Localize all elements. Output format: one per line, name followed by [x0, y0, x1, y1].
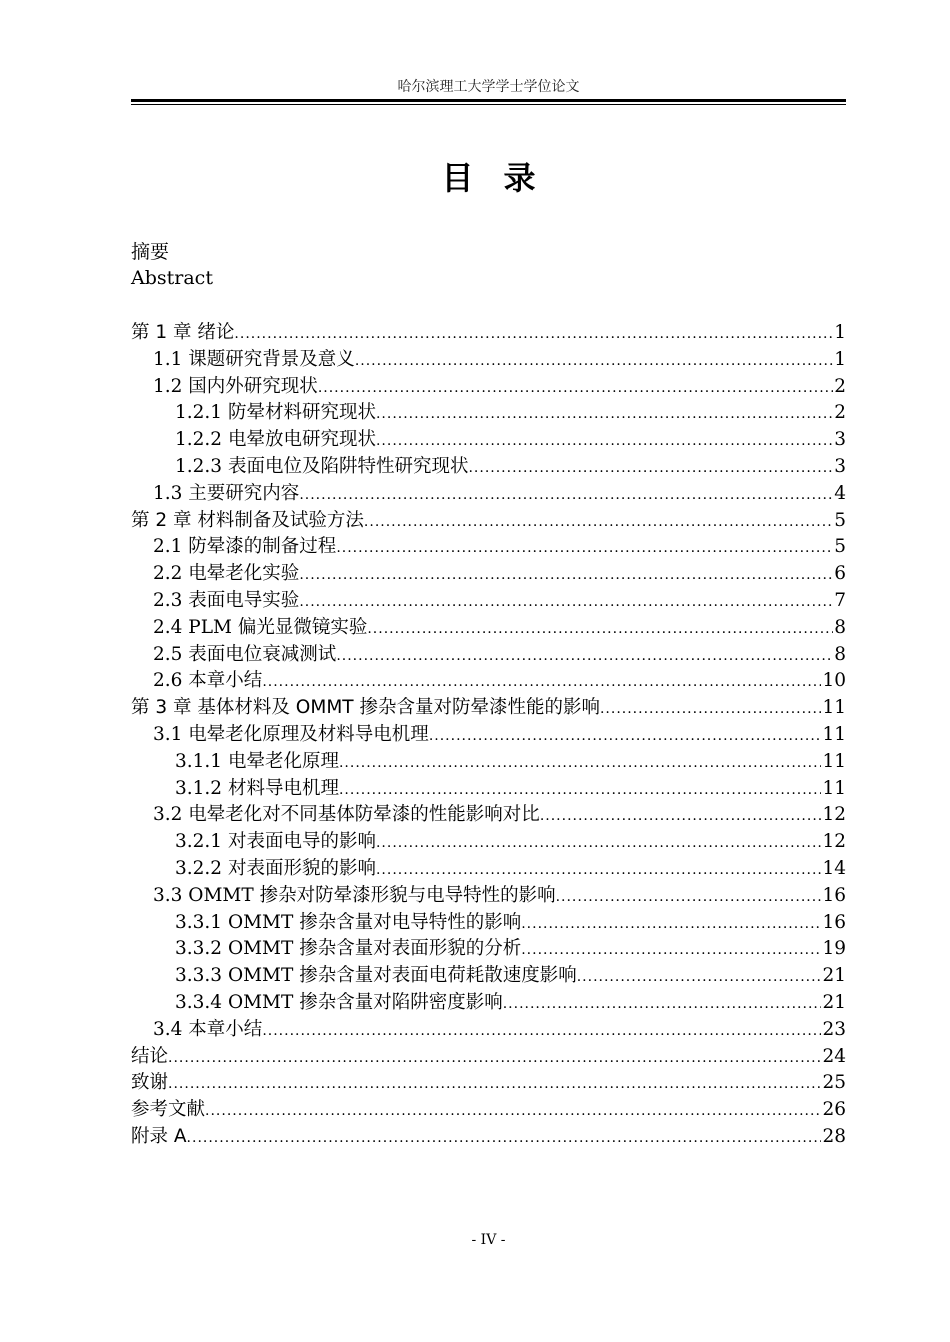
- toc-entry[interactable]: [131, 774, 846, 801]
- toc-entry-page: 8: [834, 643, 846, 665]
- toc-dot-leader: [600, 701, 821, 717]
- toc-dot-leader: [376, 862, 821, 878]
- toc-entry[interactable]: [131, 559, 846, 586]
- toc-dot-leader: [521, 942, 821, 958]
- page-number: - IV -: [471, 1232, 506, 1248]
- toc-entry-page: 11: [822, 723, 846, 745]
- toc-entry-label: 3.2 电晕老化对不同基体防晕漆的性能影响对比: [153, 804, 540, 826]
- toc-entry-label: 2.2 电晕老化实验: [153, 563, 300, 585]
- toc-entry[interactable]: [131, 720, 846, 747]
- toc-entry-label: 2.5 表面电位衰减测试: [153, 643, 337, 665]
- front-matter-abstract-cn: 摘要: [131, 241, 170, 263]
- toc-entry[interactable]: [131, 1015, 846, 1042]
- toc-entry-label: 3.4 本章小结: [153, 1018, 263, 1040]
- toc-dot-leader: [556, 889, 822, 905]
- toc-entry-page: 12: [822, 804, 846, 826]
- toc-entry-page: 25: [822, 1072, 846, 1094]
- toc-entry-page: 3: [834, 455, 846, 477]
- toc-entry-page: 16: [822, 884, 846, 906]
- toc-dot-leader: [318, 380, 833, 396]
- toc-entry-label: 第 1 章 绪论: [131, 322, 235, 343]
- table-of-contents: [131, 318, 846, 1149]
- toc-entry[interactable]: [131, 613, 846, 640]
- toc-entry[interactable]: [131, 398, 846, 425]
- toc-dot-leader: [367, 621, 833, 637]
- toc-entry-page: 12: [822, 831, 846, 853]
- toc-entry-page: 1: [834, 322, 846, 343]
- toc-entry-label: 1.2.1 防晕材料研究现状: [175, 402, 376, 424]
- toc-entry[interactable]: [131, 934, 846, 961]
- toc-entry[interactable]: [131, 479, 846, 506]
- toc-entry-label: 致谢: [131, 1072, 169, 1094]
- toc-entry[interactable]: [131, 800, 846, 827]
- toc-dot-leader: [299, 567, 833, 583]
- toc-entry[interactable]: [131, 854, 846, 881]
- toc-dot-leader: [336, 648, 833, 664]
- toc-entry-label: 3.1.1 电晕老化原理: [175, 750, 339, 772]
- toc-entry[interactable]: [131, 532, 846, 559]
- toc-entry[interactable]: [131, 1068, 846, 1095]
- toc-entry[interactable]: [131, 640, 846, 667]
- toc-dot-leader: [429, 728, 822, 744]
- toc-entry-label: 3.3.3 OMMT 掺杂含量对表面电荷耗散速度影响: [175, 965, 577, 987]
- toc-entry[interactable]: [131, 586, 846, 613]
- toc-entry-page: 21: [822, 965, 846, 987]
- toc-entry-page: 3: [834, 429, 846, 451]
- toc-entry[interactable]: [131, 881, 846, 908]
- toc-entry-page: 14: [822, 857, 846, 879]
- toc-entry-page: 11: [822, 750, 846, 772]
- toc-dot-leader: [187, 1130, 822, 1146]
- toc-dot-leader: [376, 835, 821, 851]
- toc-entry[interactable]: [131, 425, 846, 452]
- toc-entry-label: 1.2.3 表面电位及陷阱特性研究现状: [175, 455, 469, 477]
- toc-entry-page: 6: [834, 563, 846, 585]
- toc-dot-leader: [234, 326, 833, 342]
- toc-entry-label: 2.6 本章小结: [153, 670, 263, 692]
- toc-entry-label: 2.1 防晕漆的制备过程: [153, 536, 337, 558]
- toc-entry[interactable]: [131, 693, 846, 720]
- toc-entry-label: 3.3.2 OMMT 掺杂含量对表面形貌的分析: [175, 938, 522, 960]
- toc-entry-label: 1.3 主要研究内容: [153, 482, 300, 504]
- toc-entry-page: 23: [822, 1018, 846, 1040]
- toc-entry-label: 1.2 国内外研究现状: [153, 375, 318, 397]
- toc-entry-page: 24: [822, 1045, 846, 1067]
- toc-dot-leader: [468, 460, 833, 476]
- toc-entry[interactable]: [131, 1122, 846, 1149]
- toc-entry-page: 21: [822, 991, 846, 1013]
- toc-dot-leader: [540, 808, 822, 824]
- toc-dot-leader: [355, 353, 833, 369]
- toc-dot-leader: [205, 1103, 821, 1119]
- toc-entry-label: 参考文献: [131, 1099, 206, 1121]
- toc-entry[interactable]: [131, 1095, 846, 1122]
- toc-entry-page: 28: [822, 1125, 846, 1147]
- toc-entry[interactable]: [131, 961, 846, 988]
- toc-entry-label: 3.3.4 OMMT 掺杂含量对陷阱密度影响: [175, 991, 503, 1013]
- toc-dot-leader: [168, 1050, 821, 1066]
- toc-entry-label: 3.2.1 对表面电导的影响: [175, 831, 376, 853]
- toc-dot-leader: [299, 594, 833, 610]
- toc-dot-leader: [503, 996, 822, 1012]
- toc-entry-label: 3.2.2 对表面形貌的影响: [175, 857, 376, 879]
- toc-entry-label: 附录 A: [131, 1125, 187, 1147]
- toc-entry-page: 26: [822, 1099, 846, 1121]
- toc-dot-leader: [339, 755, 821, 771]
- toc-entry[interactable]: [131, 1042, 846, 1069]
- toc-entry-label: 第 2 章 材料制备及试验方法: [131, 509, 364, 531]
- front-matter: [131, 239, 846, 291]
- toc-entry-label: 1.2.2 电晕放电研究现状: [175, 429, 376, 451]
- toc-dot-leader: [299, 487, 833, 503]
- toc-dot-leader: [376, 406, 833, 422]
- running-header: 哈尔滨理工大学学士学位论文: [397, 79, 580, 95]
- toc-entry-label: 1.1 课题研究背景及意义: [153, 348, 355, 370]
- toc-entry[interactable]: [131, 452, 846, 479]
- toc-entry[interactable]: [131, 908, 846, 935]
- toc-dot-leader: [364, 514, 833, 530]
- toc-entry-page: 8: [834, 616, 846, 638]
- toc-entry-page: 16: [822, 911, 846, 933]
- toc-entry-page: 5: [834, 536, 846, 558]
- toc-entry-label: 3.3.1 OMMT 掺杂含量对电导特性的影响: [175, 911, 522, 933]
- toc-dot-leader: [521, 916, 821, 932]
- toc-entry-label: 2.4 PLM 偏光显微镜实验: [153, 616, 368, 638]
- toc-entry-page: 5: [834, 509, 846, 531]
- toc-entry-page: 11: [822, 777, 846, 799]
- toc-entry[interactable]: [131, 372, 846, 399]
- toc-entry[interactable]: [131, 318, 846, 345]
- toc-dot-leader: [168, 1076, 821, 1092]
- toc-dot-leader: [262, 674, 821, 690]
- toc-entry-label: 结论: [131, 1045, 169, 1067]
- toc-entry-page: 11: [822, 697, 846, 719]
- toc-entry-page: 10: [822, 670, 846, 692]
- toc-dot-leader: [376, 433, 833, 449]
- toc-entry-page: 7: [834, 589, 846, 611]
- header-rule: [131, 99, 846, 105]
- toc-dot-leader: [577, 969, 822, 985]
- toc-entry[interactable]: [131, 827, 846, 854]
- toc-entry-label: 3.1 电晕老化原理及材料导电机理: [153, 723, 429, 745]
- toc-entry-label: 第 3 章 基体材料及 OMMT 掺杂含量对防晕漆性能的影响: [131, 697, 600, 719]
- toc-dot-leader: [339, 782, 821, 798]
- toc-entry-page: 1: [834, 348, 846, 370]
- toc-entry[interactable]: [131, 506, 846, 533]
- toc-entry[interactable]: [131, 345, 846, 372]
- toc-entry-page: 2: [834, 402, 846, 424]
- toc-entry-page: 2: [834, 375, 846, 397]
- toc-entry[interactable]: [131, 988, 846, 1015]
- toc-entry-label: 3.3 OMMT 掺杂对防晕漆形貌与电导特性的影响: [153, 884, 556, 906]
- toc-entry[interactable]: [131, 666, 846, 693]
- toc-entry-label: 2.3 表面电导实验: [153, 589, 300, 611]
- toc-entry[interactable]: [131, 747, 846, 774]
- toc-dot-leader: [336, 540, 833, 556]
- page-title: 目录: [441, 159, 566, 197]
- toc-entry-page: 4: [834, 482, 846, 504]
- toc-dot-leader: [262, 1023, 821, 1039]
- toc-entry-page: 19: [822, 938, 846, 960]
- front-matter-abstract-en: Abstract: [131, 267, 213, 289]
- toc-entry-label: 3.1.2 材料导电机理: [175, 777, 339, 799]
